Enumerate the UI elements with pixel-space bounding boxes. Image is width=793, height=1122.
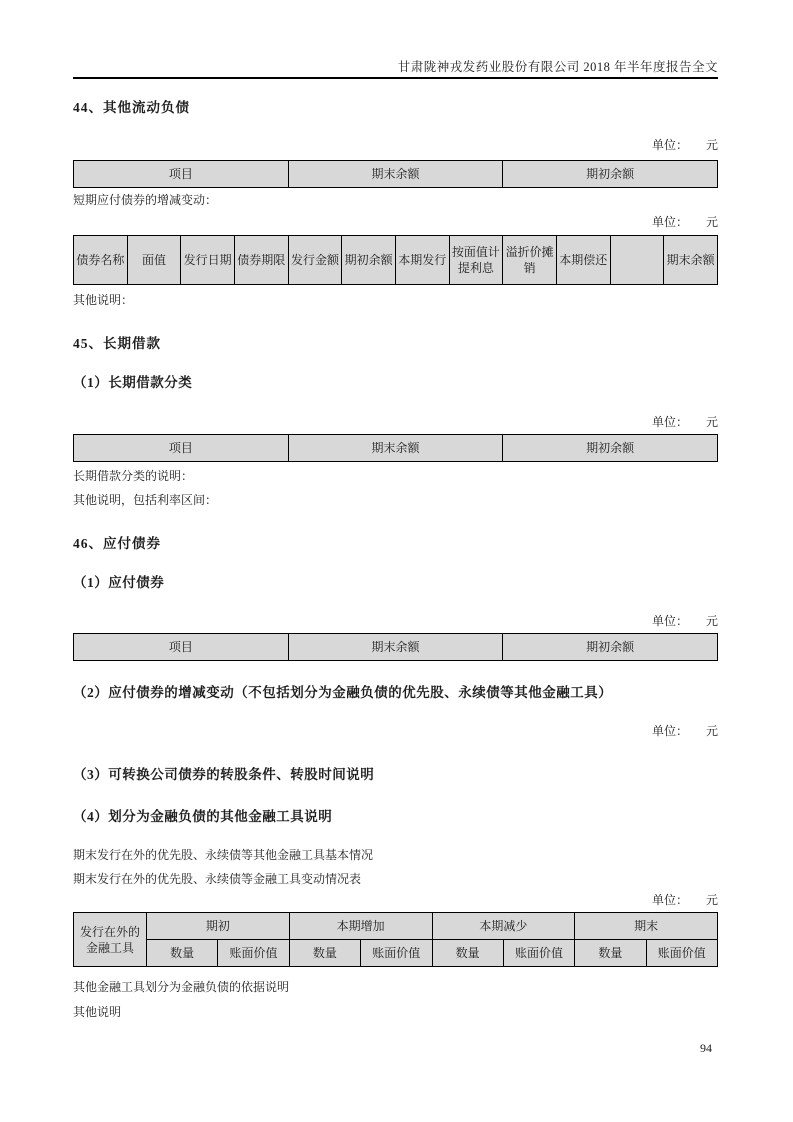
header-cell-ending-balance: 期末余额 [288,634,503,661]
note-outstanding-instruments-basic: 期末发行在外的优先股、永续债等其他金融工具基本情况 [73,848,374,862]
unit-label: 单位： [651,724,688,738]
unit-label: 单位： [651,215,688,229]
header-cell-carrying-value: 账面价值 [646,940,717,967]
note-other: 其他说明 [73,1005,122,1019]
header-cell-item: 项目 [74,161,289,188]
header-cell-carrying-value: 账面价值 [361,940,432,967]
header-cell-decrease: 本期减少 [432,913,575,940]
header-cell-beginning-balance: 期初余额 [503,435,718,462]
unit-value: 元 [705,215,718,229]
header-cell-beginning-balance: 期初余额 [503,161,718,188]
unit-row-2 [73,213,718,230]
unit-value: 元 [705,138,718,152]
unit-value: 元 [705,893,718,907]
unit-value: 元 [705,614,718,628]
note-interest-rate-range: 其他说明，包括利率区间： [73,493,218,507]
unit-value: 元 [705,724,718,738]
other-current-liabilities-table [73,160,718,188]
unit-label: 单位： [651,415,688,429]
header-cell-interest-at-face: 按面值计提利息 [449,236,503,285]
header-cell-issue-date: 发行日期 [181,236,235,285]
header-cell-beginning-balance: 期初余额 [503,634,718,661]
header-rule [73,77,718,79]
header-cell-quantity: 数量 [147,940,218,967]
note-outstanding-instruments-change: 期末发行在外的优先股、永续债等金融工具变动情况表 [73,872,362,886]
unit-label: 单位： [651,138,688,152]
header-cell-carrying-value: 账面价值 [218,940,289,967]
unit-label: 单位： [651,614,688,628]
bond-change-table [73,235,718,285]
header-cell-outstanding-instruments: 发行在外的金融工具 [74,913,147,967]
section-46-sub2: （2）应付债券的增减变动（不包括划分为金融负债的优先股、永续债等其他金融工具） [73,685,613,700]
header-cell-issue-amount: 发行金额 [288,236,342,285]
header-cell-quantity: 数量 [575,940,646,967]
header-cell-beginning: 期初 [147,913,290,940]
bonds-payable-table [73,633,718,661]
header-cell-current-issue: 本期发行 [395,236,449,285]
financial-instruments-table [73,912,718,967]
header-cell-ending: 期末 [575,913,718,940]
unit-row-5 [73,722,718,739]
header-cell-ending-balance: 期末余额 [288,435,503,462]
header-cell-increase: 本期增加 [289,913,432,940]
unit-row-4 [73,612,718,629]
section-45-title: 45、长期借款 [73,336,161,351]
header-cell-premium-amortization: 溢折价摊销 [503,236,557,285]
header-cell-item: 项目 [74,435,289,462]
header-cell-ending-balance: 期末余额 [288,161,503,188]
note-loan-classification: 长期借款分类的说明： [73,469,194,483]
header-cell-item: 项目 [74,634,289,661]
header-cell-current-repayment: 本期偿还 [556,236,610,285]
page-number: 94 [700,1041,712,1055]
header-cell-carrying-value: 账面价值 [503,940,574,967]
section-45-sub1: （1）长期借款分类 [73,375,193,390]
unit-row-3 [73,413,718,430]
header-cell-bond-name: 债券名称 [74,236,128,285]
unit-label: 单位： [651,893,688,907]
page-header-title: 甘肃陇神戎发药业股份有限公司 2018 年半年度报告全文 [397,60,718,74]
section-44-title: 44、其他流动负债 [73,100,190,115]
header-cell-quantity: 数量 [432,940,503,967]
header-cell-empty-highlight [610,236,664,285]
note-short-term-bond-change: 短期应付债券的增减变动： [73,193,218,207]
section-46-title: 46、应付债券 [73,536,161,551]
section-46-sub1: （1）应付债券 [73,575,165,590]
note-other-explanation: 其他说明： [73,293,134,307]
section-46-sub4: （4）划分为金融负债的其他金融工具说明 [73,809,333,824]
unit-row-6 [73,891,718,908]
header-cell-beginning-balance: 期初余额 [342,236,396,285]
unit-value: 元 [705,415,718,429]
section-46-sub3: （3）可转换公司债券的转股条件、转股时间说明 [73,767,375,782]
header-cell-ending-balance: 期末余额 [664,236,718,285]
header-cell-face-value: 面值 [127,236,181,285]
unit-row-1 [73,136,718,153]
note-classification-basis: 其他金融工具划分为金融负债的依据说明 [73,980,290,994]
header-cell-bond-term: 债券期限 [234,236,288,285]
long-term-loan-table [73,434,718,462]
header-cell-quantity: 数量 [289,940,360,967]
